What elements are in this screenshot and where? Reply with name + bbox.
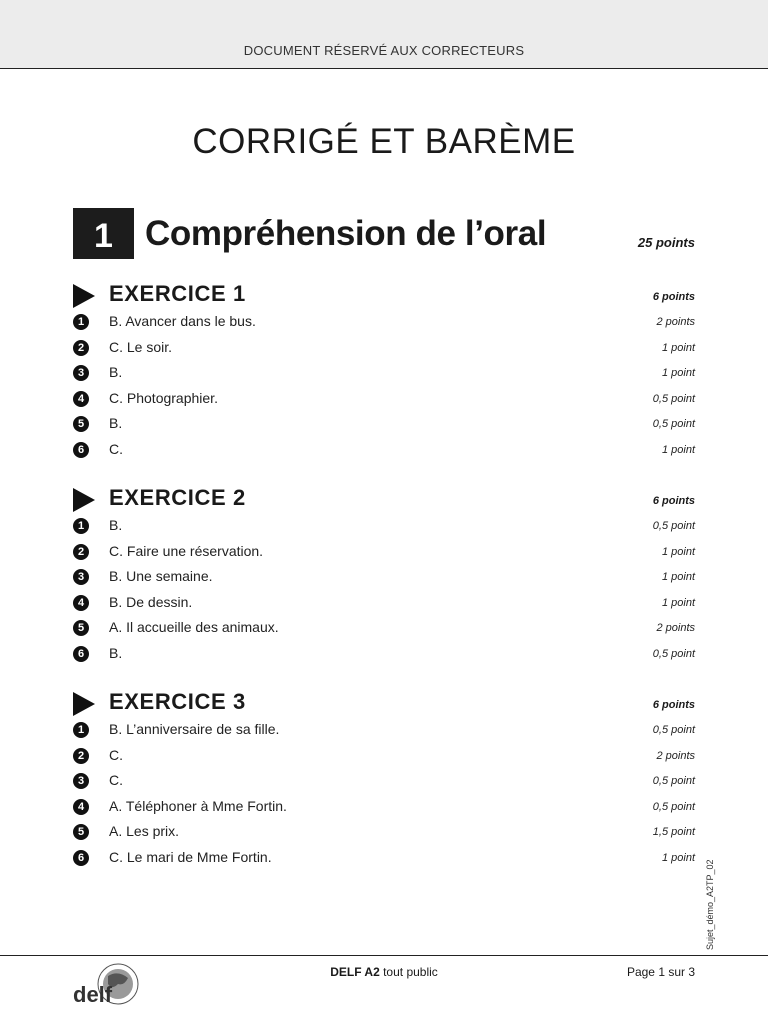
number-badge: 5	[73, 620, 89, 636]
play-arrow-icon	[73, 488, 95, 512]
page-title: CORRIGÉ ET BARÈME	[192, 122, 576, 161]
answer-points: 0,5 point	[652, 392, 695, 405]
answer-text: C.	[109, 772, 123, 788]
page-indicator: Page 1 sur 3	[626, 965, 695, 979]
answer-row	[73, 439, 695, 465]
answer-row	[73, 821, 695, 847]
answer-text: C.	[109, 746, 123, 763]
section-number: 1	[73, 208, 134, 259]
logo-text: delf	[73, 982, 113, 1007]
answer-text: C. Photographier.	[109, 389, 218, 406]
answer-points: 0,5 point	[652, 520, 695, 532]
number-badge: 2	[73, 544, 89, 560]
play-arrow-icon	[73, 284, 95, 308]
answer-points: 1 point	[661, 443, 695, 456]
answer-text: B. Une semaine.	[109, 568, 213, 584]
number-badge: 6	[73, 646, 89, 662]
answer-row	[73, 617, 695, 643]
number-badge: 3	[73, 365, 89, 381]
exercise-header	[73, 689, 695, 719]
answer-row	[73, 337, 695, 363]
answer-text: C. Le soir.	[109, 338, 173, 355]
answer-text: C. Le mari de Mme Fortin.	[109, 848, 272, 865]
answer-points: 0,5 point	[652, 775, 695, 787]
number-badge: 4	[73, 391, 89, 407]
answer-row	[73, 770, 695, 796]
number-badge: 1	[73, 722, 89, 738]
exercise-3	[73, 689, 695, 872]
answer-text: B.	[109, 644, 123, 661]
answer-points: 0,5 point	[652, 800, 695, 813]
exercise-header	[73, 281, 695, 311]
answer-row	[73, 847, 695, 873]
answer-points: 1 point	[661, 367, 695, 379]
answer-row	[73, 719, 695, 745]
header-band	[0, 0, 768, 69]
answer-text: B.	[109, 415, 123, 431]
answer-points: 0,5 point	[652, 724, 695, 736]
number-badge: 6	[73, 850, 89, 866]
answer-text: A. Il accueille des animaux.	[109, 619, 279, 635]
document-code: Sujet_démo_A2TP_02	[705, 859, 715, 950]
answer-row	[73, 362, 695, 388]
answer-points: 2 points	[656, 622, 695, 634]
answer-points: 2 points	[656, 749, 695, 762]
play-arrow-icon	[73, 692, 95, 716]
answer-points: 2 points	[656, 316, 695, 328]
answer-points: 1 point	[661, 851, 695, 864]
number-badge: 4	[73, 595, 89, 611]
exercise-title: EXERCICE 3	[109, 689, 246, 714]
answer-points: 1,5 point	[652, 826, 695, 838]
exercise-2	[73, 485, 695, 668]
answer-row	[73, 515, 695, 541]
number-badge: 1	[73, 518, 89, 534]
number-badge: 2	[73, 748, 89, 764]
exercise-1	[73, 281, 695, 464]
answer-points: 1 point	[661, 596, 695, 609]
number-badge: 3	[73, 773, 89, 789]
exercise-title: EXERCICE 2	[109, 485, 246, 510]
exercise-title: EXERCICE 1	[109, 281, 246, 306]
answer-text: A. Les prix.	[109, 823, 180, 839]
answer-row	[73, 413, 695, 439]
answer-row	[73, 541, 695, 567]
answer-points: 0,5 point	[652, 647, 695, 660]
number-badge: 4	[73, 799, 89, 815]
answer-points: 1 point	[661, 571, 695, 583]
footer-divider	[0, 955, 768, 956]
section-title: Compréhension de l’oral	[145, 214, 547, 253]
section-points: 25 points	[637, 235, 695, 250]
answer-row	[73, 566, 695, 592]
section-header	[73, 208, 695, 260]
answer-text: C. Faire une réservation.	[109, 542, 264, 559]
number-badge: 5	[73, 824, 89, 840]
reserved-notice: DOCUMENT RÉSERVÉ AUX CORRECTEURS	[243, 43, 525, 58]
number-badge: 1	[73, 314, 89, 330]
answer-row	[73, 643, 695, 669]
answer-text: A. Téléphoner à Mme Fortin.	[109, 797, 287, 814]
answer-text: B.	[109, 517, 123, 533]
answer-row	[73, 592, 695, 618]
number-badge: 5	[73, 416, 89, 432]
exam-name: DELF A2	[330, 965, 380, 979]
answer-points: 0,5 point	[652, 418, 695, 430]
answer-text: B.	[109, 364, 123, 380]
answer-row	[73, 796, 695, 822]
answer-text: B. L’anniversaire de sa fille.	[109, 721, 280, 737]
answer-text: B. De dessin.	[109, 593, 193, 610]
exercise-header	[73, 485, 695, 515]
exercise-points: 6 points	[652, 699, 695, 711]
exercise-points: 6 points	[652, 495, 695, 507]
answer-points: 1 point	[661, 545, 695, 558]
answer-text: C.	[109, 440, 123, 457]
exercise-points: 6 points	[652, 291, 695, 303]
answer-row	[73, 388, 695, 414]
answer-points: 1 point	[661, 341, 695, 354]
number-badge: 2	[73, 340, 89, 356]
number-badge: 3	[73, 569, 89, 585]
exam-audience: tout public	[383, 965, 438, 979]
answer-row	[73, 311, 695, 337]
number-badge: 6	[73, 442, 89, 458]
answer-text: B. Avancer dans le bus.	[109, 313, 256, 329]
answer-row	[73, 745, 695, 771]
